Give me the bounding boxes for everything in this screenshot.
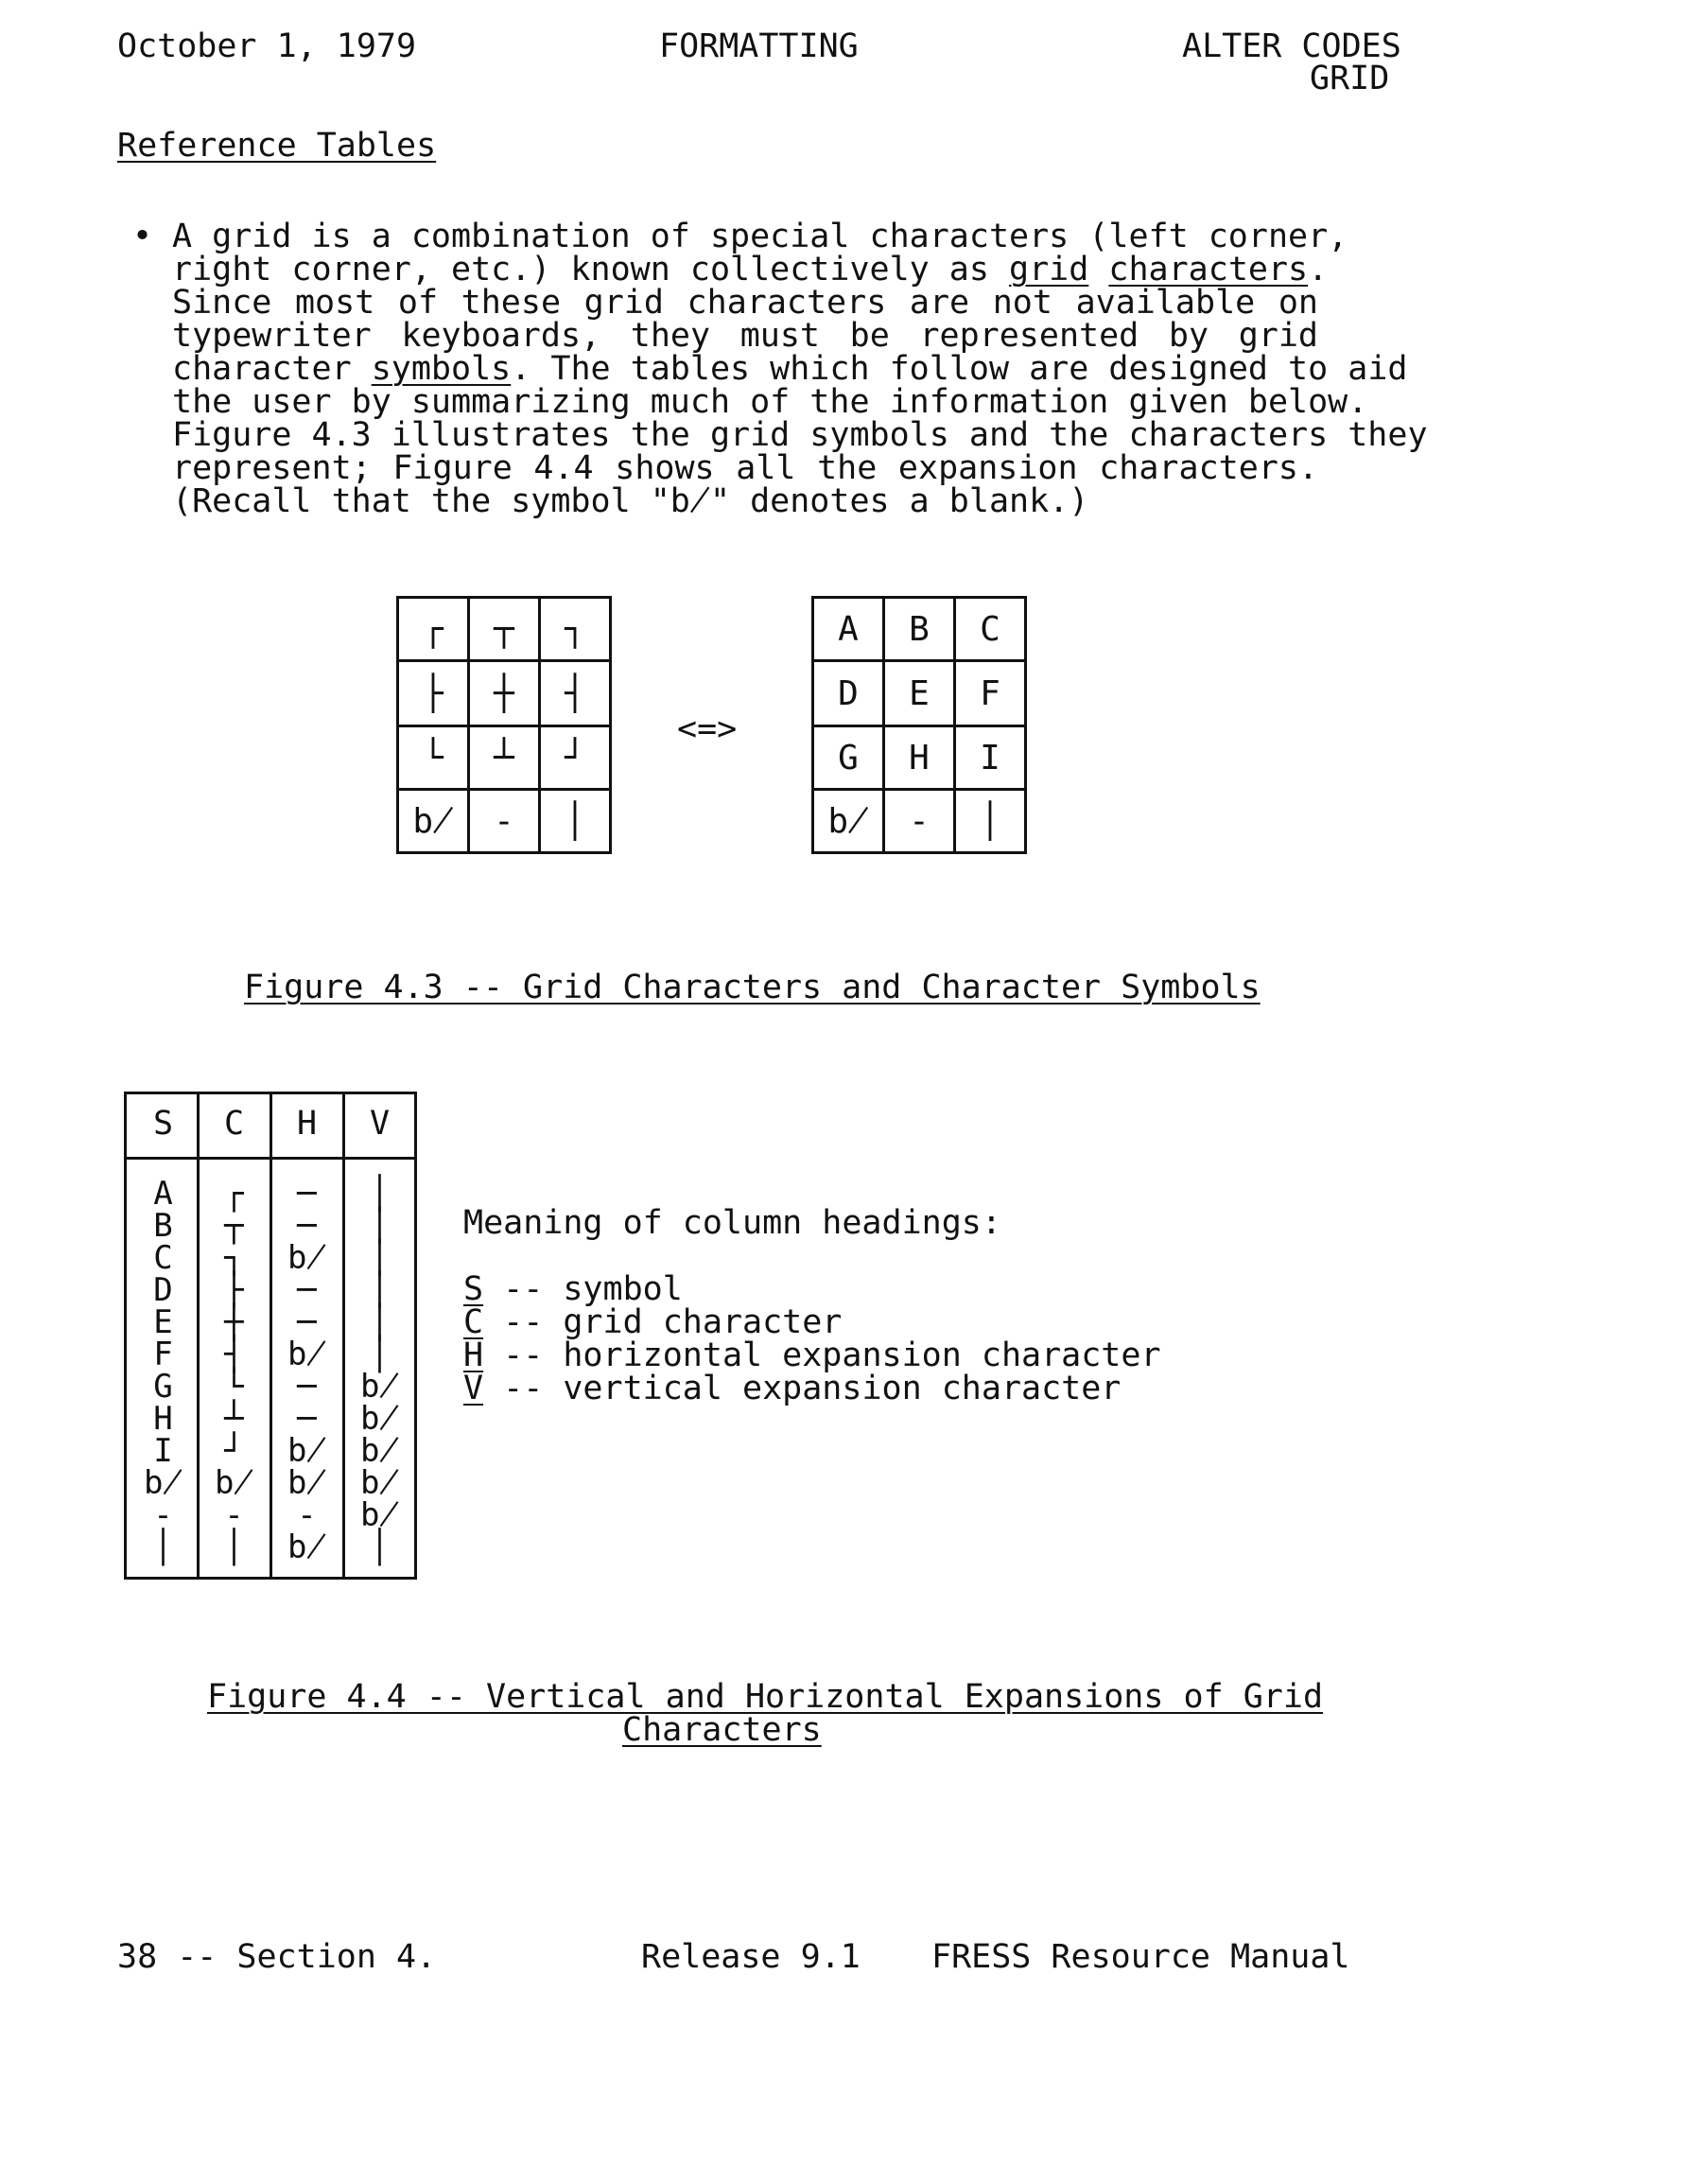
legend-text: -- horizontal expansion character	[483, 1337, 1161, 1374]
grid-cell: I	[955, 726, 1026, 790]
legend-key: C	[463, 1303, 484, 1341]
header-subtopic: GRID	[1310, 60, 1390, 97]
table-cell: ┘	[224, 1432, 244, 1470]
grid-cell: H	[884, 726, 955, 790]
header-date: October 1, 1979	[117, 27, 417, 65]
table-cell: b̸	[360, 1400, 399, 1438]
footer-page: 38 -- Section 4.	[117, 1938, 437, 1976]
table-cell: ┐	[224, 1239, 244, 1277]
legend-item	[463, 1372, 1161, 1406]
table-cell: b̸	[287, 1432, 326, 1470]
grid-cell: ├	[398, 661, 469, 726]
table-cell: C	[153, 1239, 173, 1277]
legend-item	[463, 1339, 1161, 1372]
grid-cell: │	[955, 790, 1026, 853]
paragraph-text: character	[172, 350, 372, 388]
paragraph-text: A grid is a combination of special characters (left corner,	[172, 218, 1348, 255]
underlined-term: characters	[1108, 251, 1309, 288]
grid-cell: b̸	[813, 790, 884, 853]
figure-4-4-caption-line1: Figure 4.4 -- Vertical and Horizontal Expansions of Grid	[207, 1678, 1324, 1716]
grid-cell: C	[955, 598, 1026, 661]
table-cell: b̸	[360, 1464, 399, 1502]
table-cell: │	[370, 1303, 390, 1341]
paragraph-line	[172, 284, 1318, 322]
paragraph-line	[172, 251, 1329, 288]
table-cell: F	[153, 1336, 173, 1373]
grid-cell: ┐	[540, 598, 611, 661]
table-cell: ─	[297, 1207, 317, 1245]
table-cell: b̸	[215, 1464, 253, 1502]
column-heading-legend	[463, 1204, 1161, 1407]
figure-4-4-caption-line2: Characters	[622, 1711, 822, 1749]
grid-cell: B	[884, 598, 955, 661]
paragraph-line	[172, 482, 1318, 520]
table-cell: │	[370, 1207, 390, 1245]
underlined-term: symbols	[371, 350, 512, 388]
paragraph-text: (Recall that the symbol "b̸" denotes a blank.)	[172, 482, 1089, 520]
legend-item	[463, 1270, 1161, 1308]
column-heading: H	[296, 1105, 318, 1143]
grid-characters-table	[396, 596, 612, 854]
grid-cell: ┼	[469, 661, 540, 726]
legend-key: V	[463, 1370, 484, 1407]
paragraph-text: the user by summarizing much of the information given below.	[172, 383, 1368, 421]
paragraph-text: Figure 4.3 illustrates the grid symbols and the characters they	[172, 416, 1428, 454]
column-heading: V	[369, 1105, 391, 1143]
table-cell: │	[370, 1175, 390, 1213]
table-cell: ┴	[224, 1400, 244, 1438]
table-cell: G	[153, 1368, 173, 1406]
grid-cell: ┬	[469, 598, 540, 661]
intro-paragraph	[172, 218, 1428, 520]
header-topic: ALTER CODES	[1182, 27, 1401, 65]
paragraph-text: right corner, etc.) known collectively as	[172, 251, 1010, 288]
table-cell: ─	[297, 1175, 317, 1213]
footer-release: Release 9.1	[641, 1938, 861, 1976]
grid-cell: ┘	[540, 726, 611, 790]
table-cell: │	[370, 1239, 390, 1277]
grid-cell: ┴	[469, 726, 540, 790]
grid-cell: G	[813, 726, 884, 790]
table-cell: -	[297, 1496, 317, 1534]
table-cell: b̸	[287, 1529, 326, 1566]
paragraph-text: typewriter keyboards, they must be represented by grid	[172, 317, 1318, 355]
table-cell: B	[153, 1207, 173, 1245]
table-cell: b̸	[144, 1464, 183, 1502]
table-cell: I	[153, 1432, 173, 1470]
paragraph-text: .	[1308, 251, 1329, 288]
footer-manual: FRESS Resource Manual	[931, 1938, 1350, 1976]
grid-cell: -	[469, 790, 540, 853]
grid-cell: │	[540, 790, 611, 853]
legend-key: H	[463, 1337, 484, 1374]
table-cell: ─	[297, 1400, 317, 1438]
grid-cell: -	[884, 790, 955, 853]
legend-key: S	[463, 1270, 484, 1308]
table-cell: b̸	[287, 1239, 326, 1277]
table-cell: ─	[297, 1303, 317, 1341]
bullet-point: •	[132, 218, 153, 255]
table-cell: b̸	[360, 1368, 399, 1406]
table-cell: E	[153, 1303, 173, 1341]
table-cell: A	[153, 1175, 173, 1213]
table-cell: ┤	[224, 1336, 244, 1373]
paragraph-line	[172, 449, 1318, 487]
paragraph-text	[1088, 251, 1108, 288]
grid-cell: └	[398, 726, 469, 790]
grid-cell: ┌	[398, 598, 469, 661]
grid-cell: A	[813, 598, 884, 661]
figure-4-3-caption: Figure 4.3 -- Grid Characters and Character Symbols	[244, 969, 1261, 1006]
legend-text: -- vertical expansion character	[483, 1370, 1122, 1407]
table-cell: │	[370, 1336, 390, 1373]
paragraph-text: Since most of these grid characters are not available on	[172, 284, 1318, 322]
table-cell: ┌	[224, 1175, 244, 1213]
grid-cell: ┤	[540, 661, 611, 726]
grid-symbols-table	[811, 596, 1027, 854]
expansion-table	[124, 1092, 417, 1580]
grid-cell: E	[884, 661, 955, 726]
table-column	[198, 1175, 270, 1566]
table-column	[343, 1175, 416, 1566]
table-cell: b̸	[287, 1464, 326, 1502]
table-cell: -	[224, 1496, 244, 1534]
table-cell: -	[153, 1496, 173, 1534]
table-cell: b̸	[287, 1336, 326, 1373]
column-heading: C	[223, 1105, 245, 1143]
paragraph-line	[172, 350, 1408, 388]
legend-text: -- symbol	[483, 1270, 683, 1308]
table-cell: ├	[224, 1271, 244, 1309]
table-cell: D	[153, 1271, 173, 1309]
table-cell: └	[224, 1368, 244, 1406]
equivalence-symbol: <=>	[677, 710, 738, 748]
table-cell: │	[370, 1271, 390, 1309]
table-cell: │	[153, 1529, 173, 1566]
table-cell: b̸	[360, 1432, 399, 1470]
table-cell: ┼	[224, 1303, 244, 1341]
table-column	[127, 1175, 200, 1566]
column-heading: S	[152, 1105, 174, 1143]
underlined-term: grid	[1009, 251, 1089, 288]
grid-cell: F	[955, 661, 1026, 726]
table-header-rule	[127, 1157, 414, 1160]
paragraph-line	[172, 383, 1368, 421]
table-cell: b̸	[360, 1496, 399, 1534]
table-cell: │	[370, 1529, 390, 1566]
grid-cell: D	[813, 661, 884, 726]
legend-title: Meaning of column headings:	[463, 1204, 1001, 1242]
paragraph-text: represent; Figure 4.4 shows all the expansion characters.	[172, 449, 1318, 487]
section-heading: Reference Tables	[117, 127, 437, 165]
paragraph-line	[172, 218, 1348, 255]
table-cell: │	[224, 1529, 244, 1566]
table-cell: ─	[297, 1368, 317, 1406]
legend-item	[463, 1303, 1161, 1341]
legend-text: -- grid character	[483, 1303, 843, 1341]
table-cell: H	[153, 1400, 173, 1438]
table-column	[270, 1175, 343, 1566]
paragraph-line	[172, 416, 1428, 454]
table-cell: ─	[297, 1271, 317, 1309]
paragraph-line	[172, 317, 1318, 355]
paragraph-text: . The tables which follow are designed to aid	[511, 350, 1408, 388]
header-section: FORMATTING	[659, 27, 859, 65]
table-cell: ┬	[224, 1207, 244, 1245]
grid-cell: b̸	[398, 790, 469, 853]
